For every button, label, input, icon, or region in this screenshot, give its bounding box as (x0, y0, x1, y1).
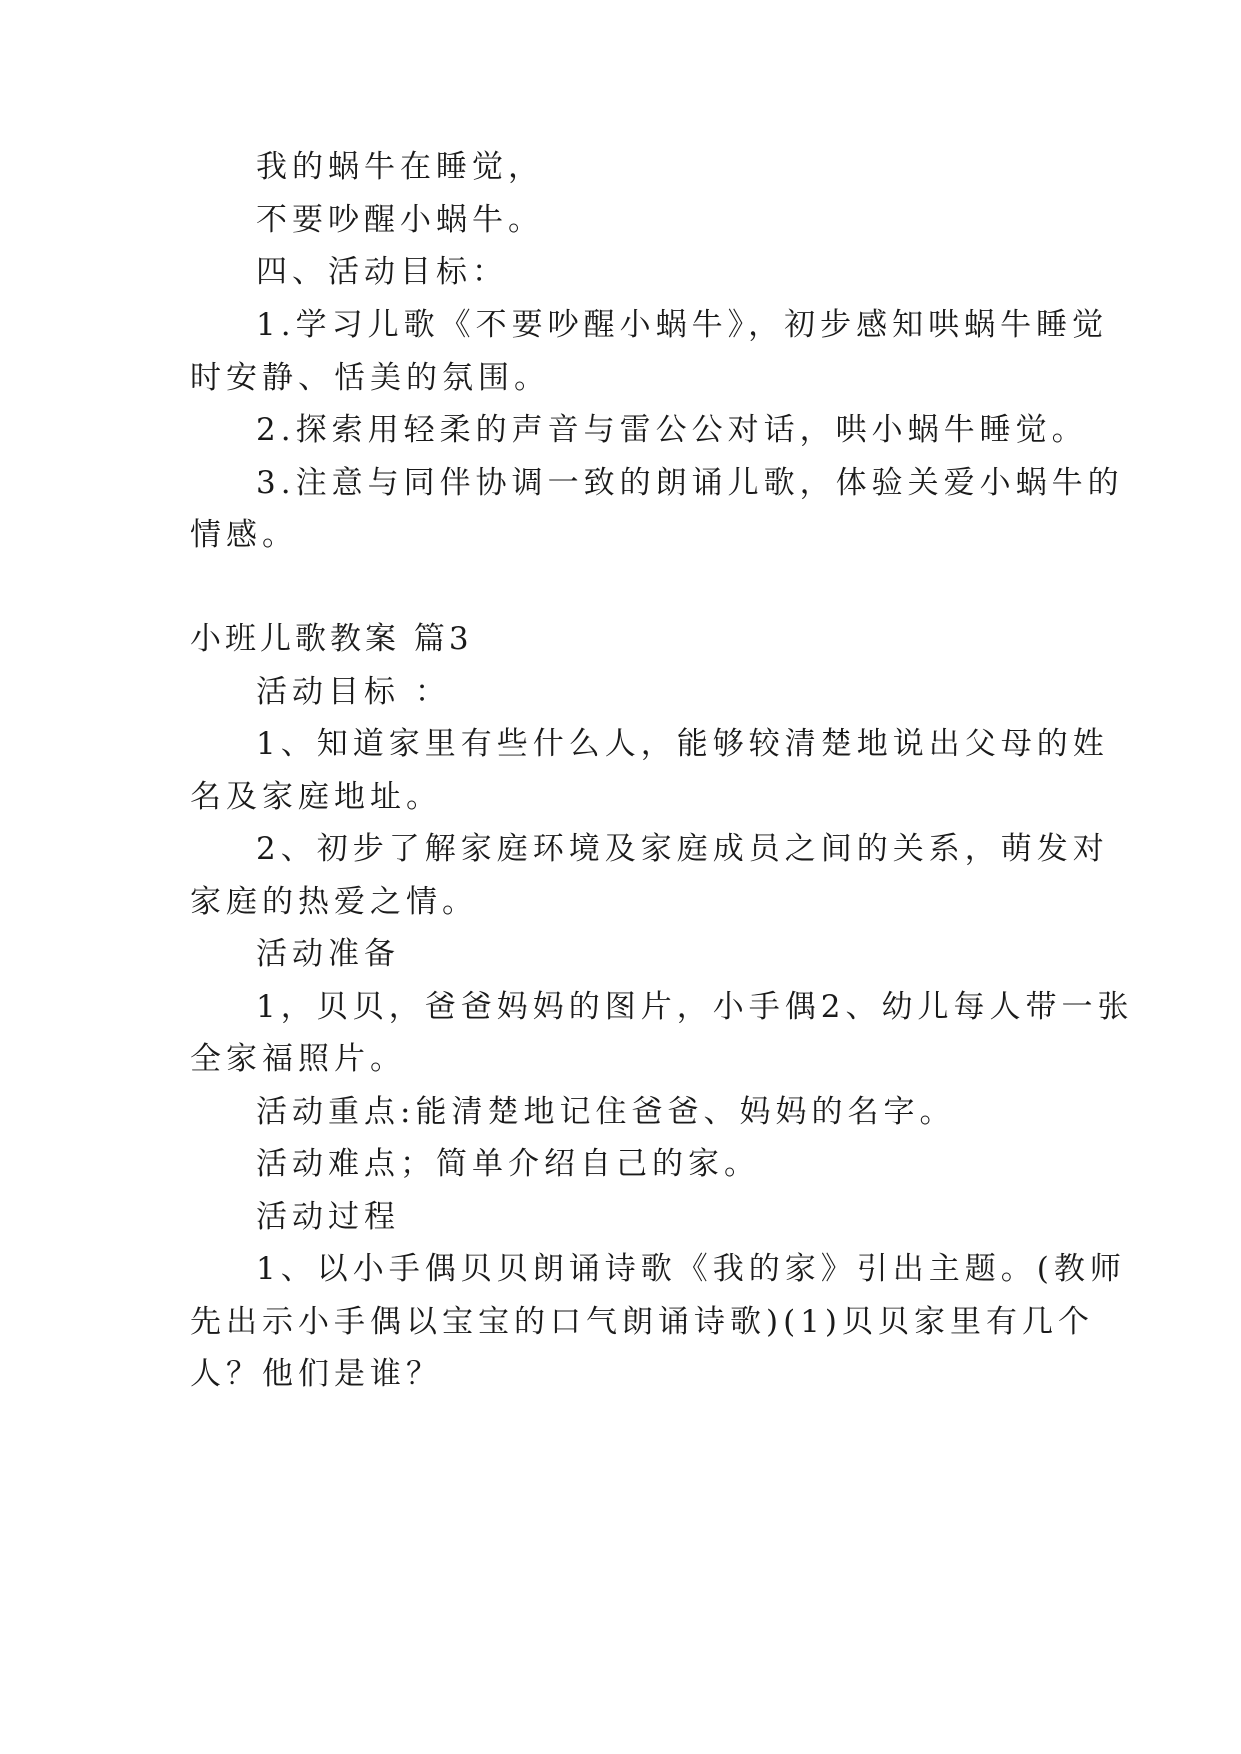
section-heading: 活动准备 (256, 936, 400, 972)
section-heading: 四、活动目标： (256, 254, 508, 290)
section-heading: 活动过程 (256, 1199, 400, 1235)
text-line: 2、初步了解家庭环境及家庭成员之间的关系，萌发对 (256, 831, 1109, 867)
text-line: 1、知道家里有些什么人，能够较清楚地说出父母的姓 (256, 726, 1109, 762)
text-line: 情感。 (190, 517, 298, 553)
text-line: 1.学习儿歌《不要吵醒小蜗牛》，初步感知哄蜗牛睡觉 (256, 307, 1109, 343)
text-line: 不要吵醒小蜗牛。 (256, 202, 544, 238)
text-line: 全家福照片。 (190, 1041, 406, 1077)
text-line: 人？他们是谁？ (190, 1356, 442, 1392)
text-line: 2.探索用轻柔的声音与雷公公对话，哄小蜗牛睡觉。 (256, 412, 1088, 448)
article-title: 小班儿歌教案 篇3 (190, 621, 473, 657)
text-line: 1、以小手偶贝贝朗诵诗歌《我的家》引出主题。(教师 (256, 1251, 1126, 1287)
text-line: 1，贝贝，爸爸妈妈的图片，小手偶2、幼儿每人带一张 (256, 989, 1134, 1025)
text-line: 活动重点:能清楚地记住爸爸、妈妈的名字。 (256, 1094, 956, 1130)
text-line: 家庭的热爱之情。 (190, 884, 478, 920)
text-line: 我的蜗牛在睡觉， (256, 149, 544, 185)
text-line: 先出示小手偶以宝宝的口气朗诵诗歌)(1)贝贝家里有几个 (190, 1304, 1095, 1340)
text-line: 活动难点；简单介绍自己的家。 (256, 1146, 760, 1182)
text-line: 时安静、恬美的氛围。 (190, 360, 550, 396)
text-line: 3.注意与同伴协调一致的朗诵儿歌，体验关爱小蜗牛的 (256, 465, 1124, 501)
section-heading: 活动目标 ： (256, 674, 451, 710)
text-line: 名及家庭地址。 (190, 779, 442, 815)
